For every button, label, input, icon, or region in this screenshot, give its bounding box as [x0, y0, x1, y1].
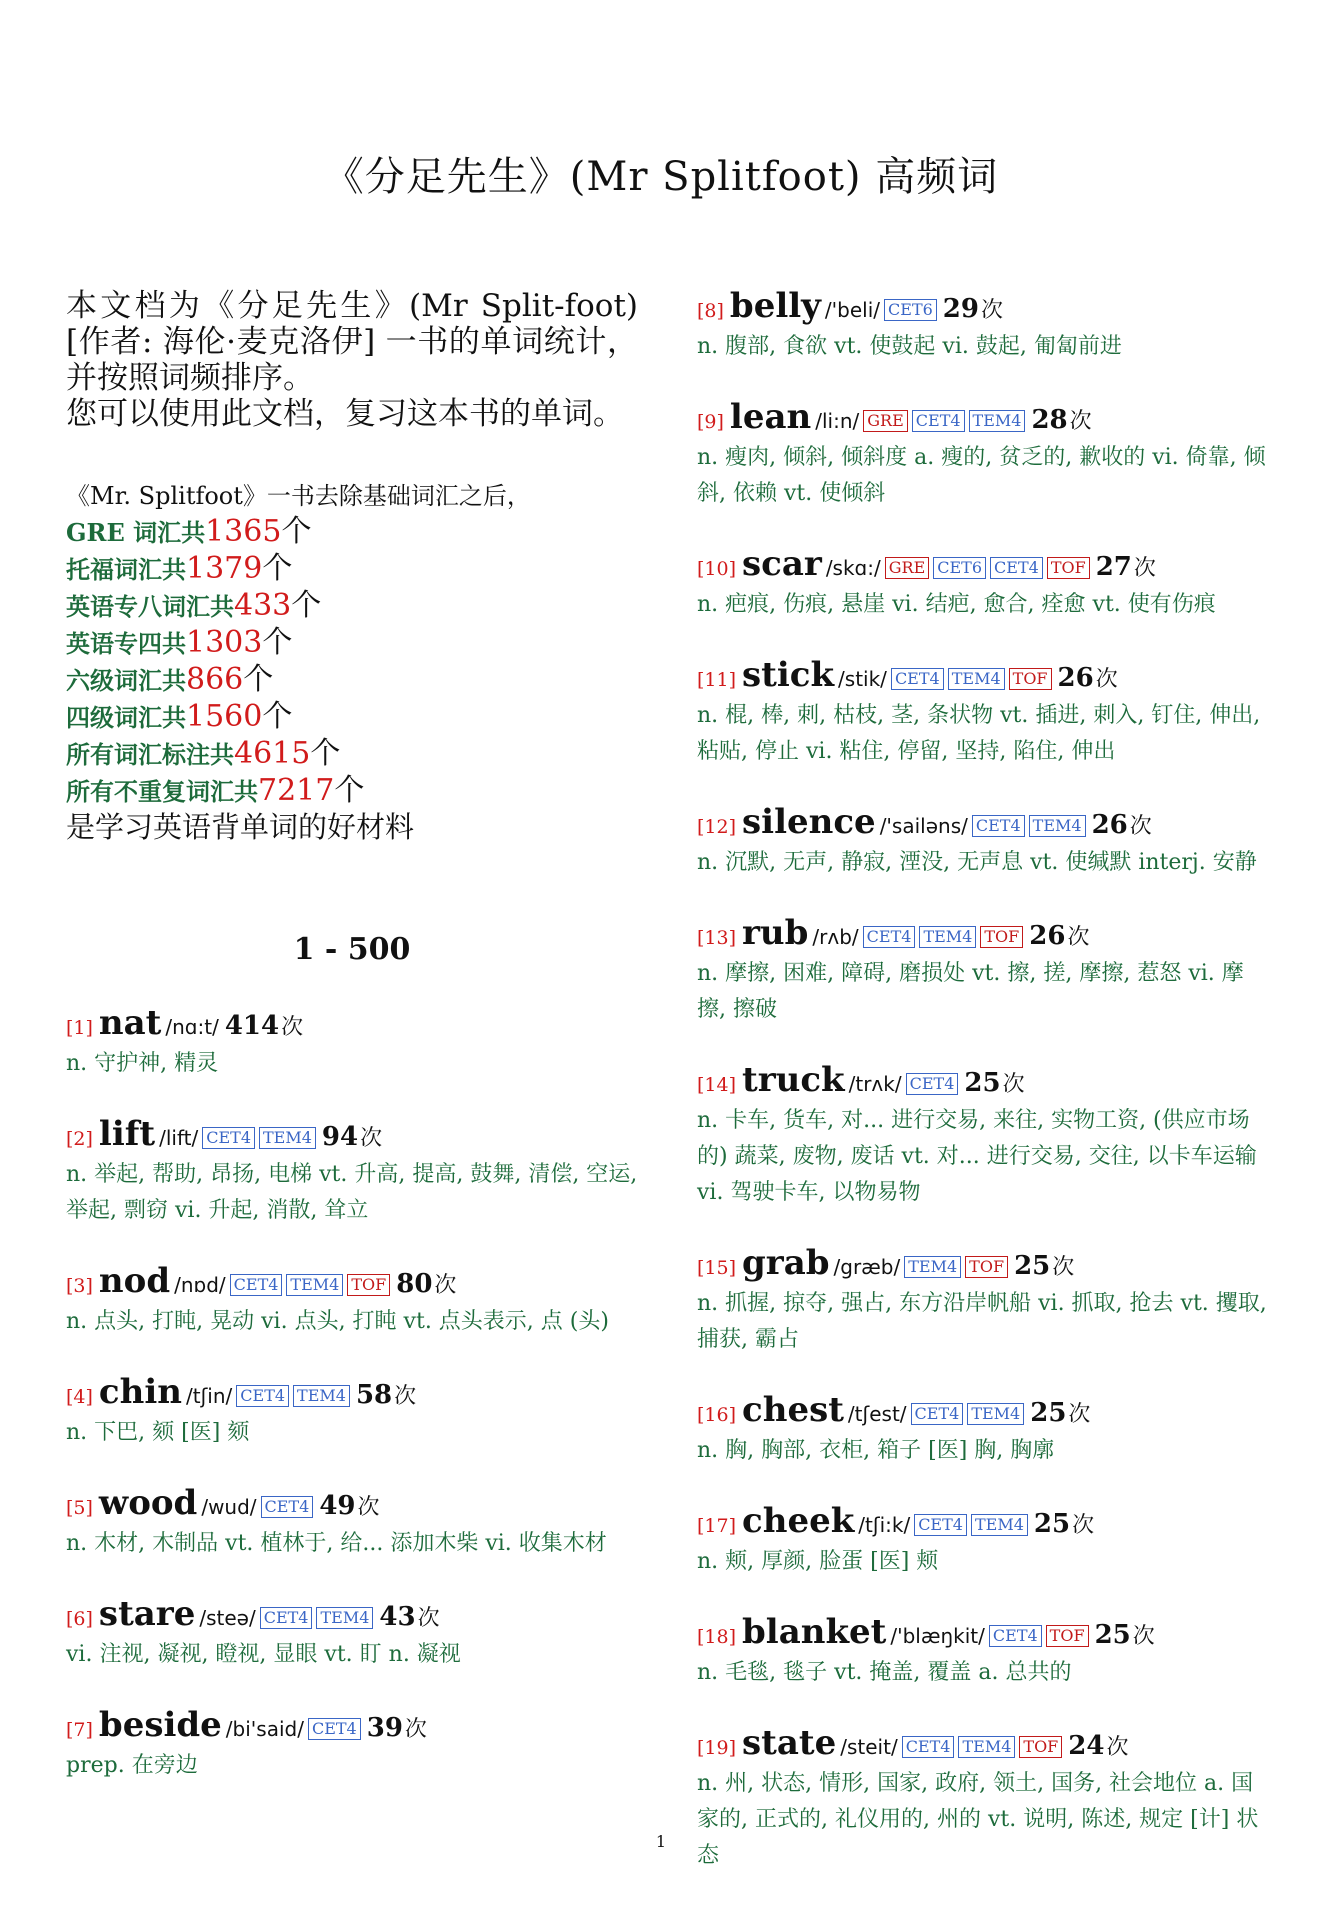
entry-index: [10] [697, 558, 737, 580]
entry-definition: n. 下巴, 颏 [医] 颏 [66, 1420, 250, 1445]
entry-times-label: 次 [357, 1495, 380, 1520]
entry-count: 25 [1030, 1398, 1067, 1428]
entry-index: [13] [697, 927, 737, 949]
entry-times-label: 次 [417, 1606, 440, 1631]
exam-tag: TOF [1009, 668, 1052, 690]
exam-tag: TOF [965, 1256, 1008, 1278]
exam-tag: TEM4 [919, 926, 976, 948]
entry-definition: n. 胸, 胸部, 衣柜, 箱子 [医] 胸, 胸廓 [697, 1438, 1055, 1463]
entry-header [697, 657, 1267, 698]
stat-label: 所有不重复词汇 [66, 777, 234, 806]
stat-number: 866 [186, 662, 244, 697]
stat-line [66, 662, 638, 699]
page-number: 1 [655, 1832, 667, 1851]
entry-times-label: 次 [1106, 1735, 1129, 1760]
word-entry [697, 1392, 1267, 1469]
entry-count: 28 [1031, 405, 1068, 435]
exam-tag: GRE [863, 410, 908, 432]
entry-times-label: 次 [1129, 814, 1152, 839]
entry-times-label: 次 [360, 1126, 383, 1151]
entry-count: 26 [1091, 810, 1128, 840]
entry-word: nod [98, 1261, 171, 1301]
entry-word: belly [729, 286, 821, 326]
stat-prefix: 共 [210, 592, 234, 621]
stat-number: 7217 [258, 773, 335, 808]
word-entry [697, 1062, 1267, 1211]
entry-index: [11] [697, 669, 737, 691]
entry-header [697, 546, 1267, 587]
stat-label: 英语专八词汇 [66, 592, 210, 621]
entry-header [697, 1392, 1267, 1433]
entry-count: 43 [379, 1602, 416, 1632]
entry-definition: n. 州, 状态, 情形, 国家, 政府, 领土, 国务, 社会地位 a. 国家的, 正式的, 礼仪用的, 州的 vt. 说明, 陈述, 规定 [计] 状态 [697, 1771, 1259, 1868]
entry-phonetic: /tʃest/ [847, 1402, 907, 1426]
entry-definition: vi. 注视, 凝视, 瞪视, 显眼 vt. 盯 n. 凝视 [66, 1642, 461, 1667]
entry-word: grab [742, 1243, 830, 1283]
stat-unit: 个 [334, 773, 365, 808]
entry-index: [19] [697, 1737, 737, 1759]
entry-definition: n. 腹部, 食欲 vt. 使鼓起 vi. 鼓起, 匍匐前进 [697, 334, 1122, 359]
word-entry [697, 804, 1267, 881]
entry-phonetic: /stik/ [838, 667, 887, 691]
exam-tag: TEM4 [316, 1607, 373, 1629]
entry-count: 25 [1094, 1620, 1131, 1650]
entry-times-label: 次 [404, 1717, 427, 1742]
entry-word: cheek [742, 1501, 855, 1541]
entry-index: [17] [697, 1515, 737, 1537]
stat-label: 六级词汇 [66, 666, 162, 695]
entry-index: [12] [697, 816, 737, 838]
entry-header [697, 1725, 1267, 1766]
word-entry [697, 1245, 1267, 1358]
entry-count: 58 [355, 1380, 393, 1410]
entry-word: nat [98, 1003, 162, 1043]
entry-count: 25 [1014, 1251, 1051, 1281]
entry-index: [9] [697, 411, 724, 433]
entry-header [697, 1614, 1267, 1655]
stat-unit: 个 [262, 699, 293, 734]
word-entry [697, 1503, 1267, 1580]
stats-block [66, 478, 638, 844]
entry-phonetic: /rʌb/ [812, 925, 859, 949]
stat-line [66, 625, 638, 662]
exam-tag: TEM4 [969, 410, 1026, 432]
entry-header [66, 1116, 638, 1157]
entry-index: [7] [66, 1719, 93, 1741]
entry-phonetic: /nɑ:t/ [165, 1015, 219, 1039]
entry-index: [3] [66, 1275, 93, 1297]
stat-unit: 个 [291, 588, 322, 623]
entry-word: truck [742, 1060, 845, 1100]
exam-tag: TEM4 [1029, 815, 1086, 837]
stat-number: 1303 [186, 625, 263, 660]
entry-word: lean [729, 397, 812, 437]
entry-phonetic: /tʃi:k/ [858, 1513, 911, 1537]
entry-count: 80 [396, 1269, 433, 1299]
word-entry [697, 546, 1267, 623]
entry-count: 39 [366, 1713, 403, 1743]
exam-tag: CET4 [990, 557, 1043, 579]
entry-phonetic: /nɒd/ [174, 1273, 226, 1297]
entry-times-label: 次 [1052, 1255, 1075, 1280]
entry-header [697, 1245, 1267, 1286]
entry-index: [15] [697, 1257, 737, 1279]
entry-definition: n. 棍, 棒, 刺, 枯枝, 茎, 条状物 vt. 插进, 刺入, 钉住, 伸出, 粘贴, 停止 vi. 粘住, 停留, 坚持, 陷住, 伸出 [697, 703, 1261, 764]
entry-header [697, 399, 1267, 440]
stat-number: 1560 [186, 699, 263, 734]
entry-word: beside [98, 1705, 222, 1745]
stat-label: GRE 词汇 [66, 518, 182, 547]
exam-tag: TEM4 [286, 1274, 343, 1296]
word-list-right [697, 288, 1267, 1874]
stat-label: 四级词汇 [66, 703, 162, 732]
entry-word: rub [742, 913, 809, 953]
word-entry [697, 399, 1267, 512]
exam-tag: TOF [1019, 1736, 1062, 1758]
entry-phonetic: /græb/ [833, 1255, 901, 1279]
entry-word: state [742, 1723, 837, 1763]
entry-index: [5] [66, 1497, 93, 1519]
exam-tag: TOF [1046, 1625, 1089, 1647]
entry-phonetic: /steit/ [840, 1735, 898, 1759]
entry-times-label: 次 [980, 298, 1003, 323]
exam-tag: TEM4 [971, 1514, 1028, 1536]
entry-count: 25 [1033, 1509, 1071, 1539]
entry-times-label: 次 [394, 1384, 417, 1409]
exam-tag: CET4 [230, 1274, 283, 1296]
entry-definition: n. 摩擦, 困难, 障碍, 磨损处 vt. 擦, 搓, 摩擦, 惹怒 vi. 摩擦, 擦破 [697, 961, 1244, 1022]
stat-line [66, 736, 638, 773]
entry-definition: n. 疤痕, 伤痕, 悬崖 vi. 结疤, 愈合, 痊愈 vt. 使有伤痕 [697, 592, 1216, 617]
entry-phonetic: /li:n/ [815, 409, 860, 433]
word-entry [66, 1596, 638, 1673]
entry-count: 29 [942, 294, 979, 324]
entry-word: blanket [742, 1612, 887, 1652]
exam-tag: CET4 [914, 1514, 967, 1536]
exam-tag: CET4 [912, 410, 965, 432]
entry-times-label: 次 [1067, 925, 1090, 950]
entry-header [697, 915, 1267, 956]
entry-times-label: 次 [1068, 1402, 1091, 1427]
entry-definition: n. 守护神, 精灵 [66, 1051, 219, 1076]
word-entry [66, 1116, 638, 1229]
exam-tag: CET4 [902, 1736, 955, 1758]
entry-count: 49 [319, 1491, 356, 1521]
entry-header [66, 1707, 638, 1748]
entry-definition: prep. 在旁边 [66, 1753, 198, 1778]
exam-tag: CET4 [891, 668, 944, 690]
intro-paragraph [66, 288, 638, 432]
left-column [66, 288, 638, 1818]
entry-header [697, 288, 1267, 329]
word-entry [66, 1707, 638, 1784]
stat-prefix: 共 [162, 555, 186, 584]
exam-tag: TEM4 [948, 668, 1005, 690]
entry-count: 26 [1029, 921, 1066, 951]
entry-index: [2] [66, 1128, 93, 1150]
entry-definition: n. 沉默, 无声, 静寂, 湮没, 无声息 vt. 使缄默 interj. 安静 [697, 850, 1257, 875]
entry-index: [4] [66, 1386, 93, 1408]
entry-header [66, 1374, 638, 1415]
entry-header [66, 1005, 638, 1046]
entry-index: [16] [697, 1404, 737, 1426]
entry-definition: n. 举起, 帮助, 昂扬, 电梯 vt. 升高, 提高, 鼓舞, 清偿, 空运, 举起, 剽窃 vi. 升起, 消散, 耸立 [66, 1162, 638, 1223]
word-entry [697, 1614, 1267, 1691]
stat-number: 433 [234, 588, 292, 623]
entry-index: [8] [697, 300, 724, 322]
entry-index: [6] [66, 1608, 93, 1630]
stat-unit: 个 [262, 551, 293, 586]
entry-count: 27 [1095, 552, 1132, 582]
stat-line [66, 588, 638, 625]
entry-header [66, 1485, 638, 1526]
exam-tag: CET4 [202, 1127, 255, 1149]
entry-phonetic: /trʌk/ [848, 1072, 902, 1096]
entry-header [66, 1263, 638, 1304]
stat-line [66, 699, 638, 736]
exam-tag: CET4 [906, 1073, 959, 1095]
entry-word: scar [742, 544, 822, 584]
entry-definition: n. 颊, 厚颜, 脸蛋 [医] 颊 [697, 1549, 939, 1574]
word-entry [697, 657, 1267, 770]
entry-header [697, 804, 1267, 845]
stat-line [66, 514, 638, 551]
stat-prefix: 共 [210, 740, 234, 769]
entry-phonetic: /tʃin/ [185, 1384, 233, 1408]
exam-tag: CET4 [236, 1385, 289, 1407]
entry-phonetic: /steə/ [199, 1606, 256, 1630]
entry-phonetic: /'sailəns/ [879, 814, 968, 838]
stat-unit: 个 [281, 514, 312, 549]
range-heading: 1 - 500 [293, 932, 411, 967]
exam-tag: CET4 [863, 926, 916, 948]
stat-prefix: 共 [181, 518, 206, 547]
intro-line-2: 您可以使用此文档，复习这本书的单词。 [66, 396, 624, 432]
exam-tag: CET4 [261, 1496, 314, 1518]
word-entry [697, 1725, 1267, 1874]
entry-times-label: 次 [1072, 1513, 1095, 1538]
entry-phonetic: /lift/ [159, 1126, 199, 1150]
entry-definition: n. 抓握, 掠夺, 强占, 东方沿岸帆船 vi. 抓取, 抢去 vt. 攫取, 捕获, 霸占 [697, 1291, 1267, 1352]
exam-tag: CET6 [933, 557, 986, 579]
stats-tail: 是学习英语背单词的好材料 [66, 810, 415, 844]
page-title: 《分足先生》(Mr Splitfoot) 高频词 [323, 154, 999, 200]
entry-word: stare [98, 1594, 196, 1634]
word-entry [66, 1374, 638, 1451]
entry-times-label: 次 [281, 1015, 304, 1040]
entry-times-label: 次 [434, 1273, 457, 1298]
entry-index: [1] [66, 1017, 93, 1039]
entry-count: 414 [224, 1011, 280, 1041]
stats-list [66, 514, 638, 810]
entry-count: 26 [1057, 663, 1094, 693]
entry-count: 94 [321, 1122, 359, 1152]
exam-tag: TOF [1047, 557, 1090, 579]
exam-tag: CET4 [972, 815, 1025, 837]
word-entry [66, 1485, 638, 1562]
entry-times-label: 次 [1095, 667, 1118, 692]
entry-phonetic: /bi'said/ [225, 1717, 304, 1741]
exam-tag: TOF [347, 1274, 390, 1296]
word-entry [66, 1263, 638, 1340]
exam-tag: TEM4 [967, 1403, 1024, 1425]
exam-tag: CET4 [308, 1718, 361, 1740]
stat-line [66, 773, 638, 810]
exam-tag: CET4 [911, 1403, 964, 1425]
word-entry [66, 1005, 638, 1082]
exam-tag: TEM4 [293, 1385, 350, 1407]
stat-number: 1365 [205, 514, 282, 549]
entry-word: stick [742, 655, 835, 695]
stat-label: 英语专四 [66, 629, 162, 658]
entry-times-label: 次 [1132, 1624, 1155, 1649]
exam-tag: TOF [980, 926, 1023, 948]
entry-phonetic: /'beli/ [824, 298, 881, 322]
entry-phonetic: /'blæŋkit/ [890, 1624, 985, 1648]
right-column [697, 288, 1267, 1908]
stat-prefix: 共 [162, 703, 186, 732]
entry-word: lift [98, 1114, 156, 1154]
word-entry [697, 288, 1267, 365]
entry-header [697, 1503, 1267, 1544]
entry-times-label: 次 [1133, 556, 1156, 581]
intro-line-1: 本文档为《分足先生》(Mr Split-foot)[作者: 海伦·麦克洛伊] 一书的单词统计，并按照词频排序。 [66, 288, 638, 396]
entry-times-label: 次 [1002, 1072, 1025, 1097]
exam-tag: CET4 [260, 1607, 313, 1629]
exam-tag: TEM4 [904, 1256, 961, 1278]
entry-phonetic: /skɑ:/ [825, 556, 881, 580]
word-list-left [66, 1005, 638, 1784]
stat-number: 1379 [186, 551, 263, 586]
entry-word: chest [742, 1390, 844, 1430]
entry-definition: n. 卡车, 货车, 对... 进行交易, 来往, 实物工资, (供应市场的) 蔬菜, 废物, 废话 vt. 对... 进行交易, 交往, 以卡车运输 vi. 驾驶卡车, 以物易物 [697, 1108, 1257, 1205]
entry-definition: n. 点头, 打盹, 晃动 vi. 点头, 打盹 vt. 点头表示, 点 (头) [66, 1309, 609, 1334]
entry-word: silence [742, 802, 876, 842]
stat-label: 托福词汇 [66, 555, 162, 584]
exam-tag: TEM4 [958, 1736, 1015, 1758]
entry-times-label: 次 [1069, 409, 1092, 434]
stat-prefix: 共 [162, 629, 186, 658]
stats-heading: 《Mr. Splitfoot》一书去除基础词汇之后， [66, 482, 531, 510]
entry-word: chin [98, 1372, 182, 1412]
stat-line [66, 551, 638, 588]
entry-header [66, 1596, 638, 1637]
stat-unit: 个 [243, 662, 274, 697]
stat-prefix: 共 [234, 777, 258, 806]
exam-tag: CET4 [989, 1625, 1042, 1647]
word-entry [697, 915, 1267, 1028]
entry-definition: n. 木材, 木制品 vt. 植林于, 给... 添加木柴 vi. 收集木材 [66, 1531, 607, 1556]
stat-number: 4615 [234, 736, 311, 771]
entry-header [697, 1062, 1267, 1103]
stat-prefix: 共 [162, 666, 186, 695]
entry-definition: n. 瘦肉, 倾斜, 倾斜度 a. 瘦的, 贫乏的, 歉收的 vi. 倚靠, 倾斜, 依赖 vt. 使倾斜 [697, 445, 1266, 506]
stat-unit: 个 [310, 736, 341, 771]
entry-count: 24 [1068, 1731, 1105, 1761]
stat-unit: 个 [262, 625, 293, 660]
entry-count: 25 [964, 1068, 1001, 1098]
entry-word: wood [98, 1483, 198, 1523]
stat-label: 所有词汇标注 [66, 740, 210, 769]
entry-definition: n. 毛毯, 毯子 vt. 掩盖, 覆盖 a. 总共的 [697, 1660, 1072, 1685]
entry-index: [18] [697, 1626, 737, 1648]
exam-tag: TEM4 [259, 1127, 316, 1149]
exam-tag: GRE [885, 557, 930, 579]
entry-phonetic: /wud/ [201, 1495, 257, 1519]
exam-tag: CET6 [884, 299, 937, 321]
entry-index: [14] [697, 1074, 737, 1096]
